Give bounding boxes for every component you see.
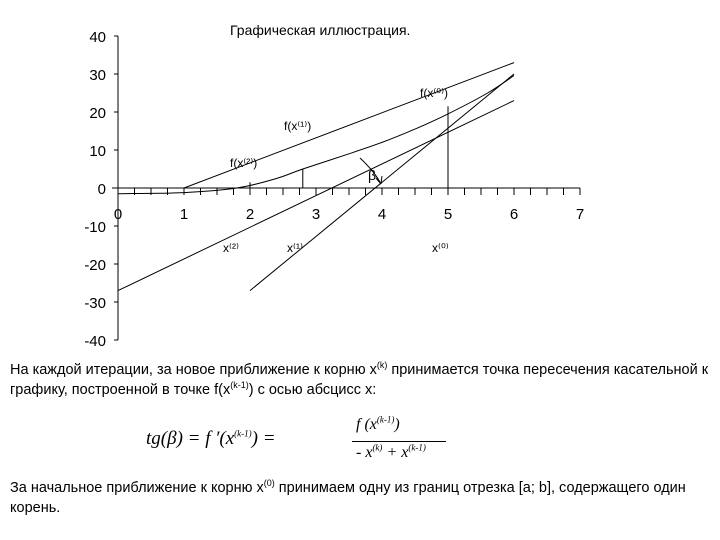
formula-num-sup: (k-1) <box>376 414 395 425</box>
series-tangent-at-x0 <box>250 74 514 291</box>
label-x0: x⁽⁰⁾ <box>432 241 449 255</box>
formula-denominator <box>356 444 426 462</box>
series-function <box>118 76 514 194</box>
y-tick-label: 40 <box>89 29 106 46</box>
figure-title: Графическая иллюстрация. <box>230 22 411 38</box>
formula-num-text: f (x <box>356 416 377 433</box>
y-tick-label: 20 <box>89 105 106 122</box>
fraction-bar <box>352 441 446 442</box>
y-tick-label: -30 <box>84 295 106 312</box>
labels <box>223 86 449 255</box>
x-tick-label: 6 <box>509 206 519 223</box>
label-beta: β <box>368 167 377 183</box>
p1-sup-a: (k) <box>376 360 388 371</box>
formula-lhs-sup: (k-1) <box>234 428 252 439</box>
tangent-formula <box>146 410 476 470</box>
y-tick-label: -20 <box>84 257 106 274</box>
formula-den-a: - x <box>356 444 373 461</box>
y-tick-label: 30 <box>89 67 106 84</box>
p1-sup-b: (k-1) <box>230 380 249 391</box>
series-tangent-at-x1 <box>118 101 514 291</box>
initial-approximation-text <box>10 478 710 518</box>
formula-den-sup1: (k) <box>372 442 383 453</box>
x-tick-label: 3 <box>311 206 321 223</box>
label-fx1: f(x⁽¹⁾) <box>284 119 312 133</box>
label-fx2: f(x⁽²⁾) <box>230 156 258 170</box>
label-x2: x⁽²⁾ <box>223 241 239 255</box>
p1-text-b: принимается точка пересечения касательной к графику, построенной в точке f(x <box>10 362 709 398</box>
formula-numerator <box>356 416 400 434</box>
axes <box>84 29 584 350</box>
formula-den-sup2: (k-1) <box>408 442 426 453</box>
y-tick-label: -40 <box>84 333 106 350</box>
p2-text-a: За начальное приближение к корню x <box>10 480 264 496</box>
x-tick-label: 4 <box>377 206 387 223</box>
formula-num-end: ) <box>394 416 400 433</box>
formula-den-b: + x <box>382 444 409 461</box>
formula-lhs-end: ) = <box>251 428 276 449</box>
y-tick-label: 0 <box>97 181 106 198</box>
formula-lhs <box>146 428 276 450</box>
x-tick-label: 2 <box>245 206 255 223</box>
p2-sup-a: (0) <box>263 478 275 489</box>
p2-text-b: принимаем одну из границ отрезка [a; b], содержащего один корень. <box>10 480 686 516</box>
p1-text-a: На каждой итерации, за новое приближение к корню x <box>10 362 377 378</box>
label-x1: x⁽¹⁾ <box>287 241 303 255</box>
x-tick-label: 0 <box>113 206 123 223</box>
y-tick-label: 10 <box>89 143 106 160</box>
iteration-description <box>10 360 710 400</box>
x-tick-label: 7 <box>575 206 585 223</box>
x-tick-label: 5 <box>443 206 453 223</box>
y-tick-label: -10 <box>84 219 106 236</box>
formula-lhs-text: tg(β) = f ′(x <box>146 428 235 449</box>
label-fx0: f(x⁽⁰⁾) <box>420 86 449 100</box>
p1-text-c: ) с осью абсцисс x: <box>248 382 377 398</box>
curves <box>118 63 514 291</box>
x-tick-label: 1 <box>179 206 189 223</box>
